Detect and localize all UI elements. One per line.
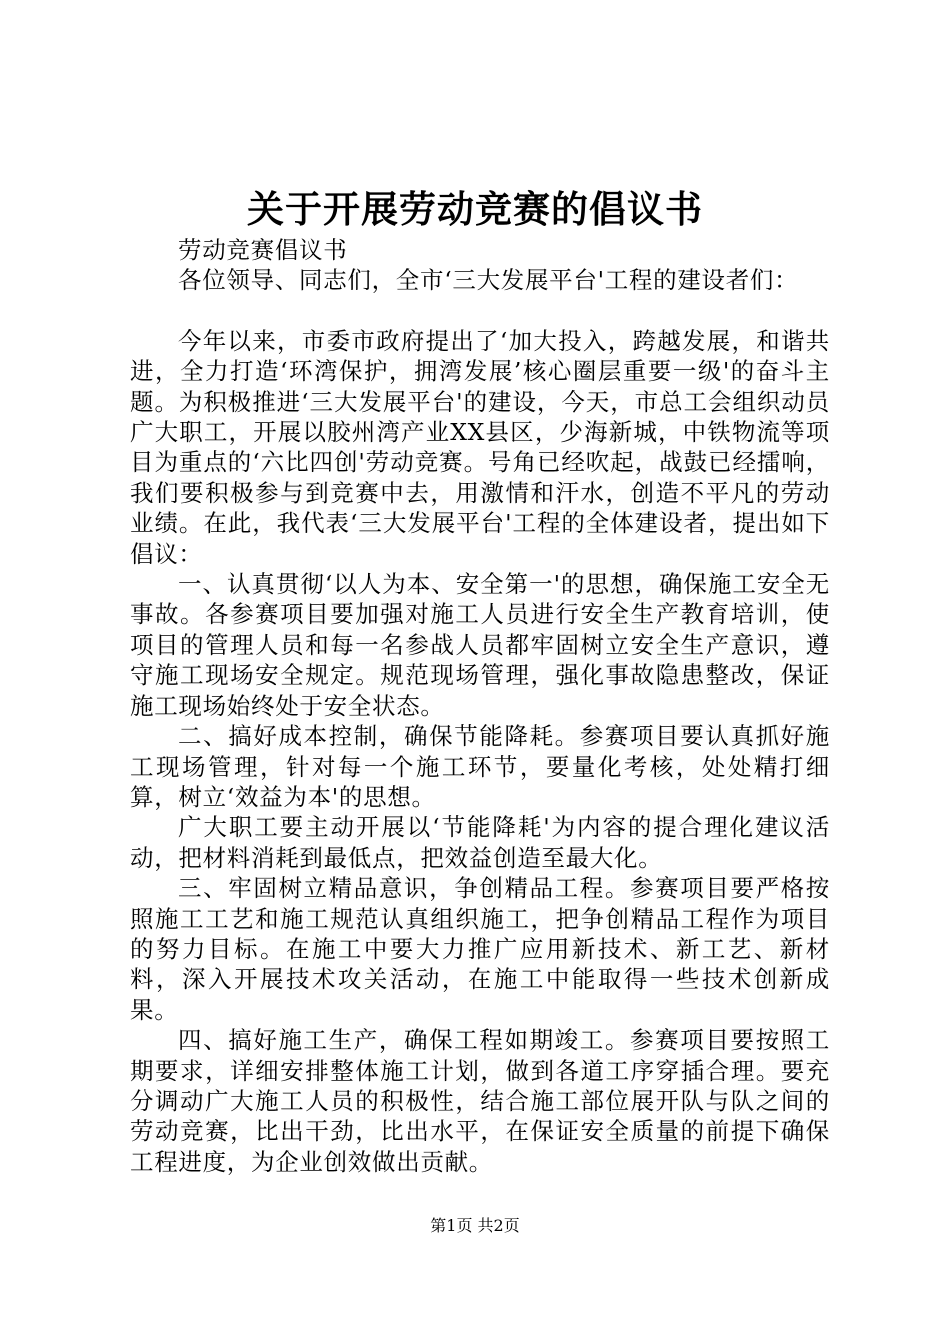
paragraph-energy-saving: 广大职工要主动开展以‘节能降耗'为内容的提合理化建议活动，把材料消耗到最低点，把效益创造至最大化。 [130,813,830,872]
document-title: 关于开展劳动竞赛的倡议书 [247,187,703,231]
paragraph-cost-control: 二、搞好成本控制，确保节能降耗。参赛项目要认真抓好施工现场管理，针对每一个施工环节，要量化考核，处处精打细算，树立‘效益为本'的思想。 [130,722,830,811]
paragraph-quality: 三、牢固树立精品意识，争创精品工程。参赛项目要严格按照施工工艺和施工规范认真组织施工，把争创精品工程作为项目的努力目标。在施工中要大力推广应用新技术、新工艺、新材料，深入开展技术攻关活动，在施工中能取得一些技术创新成果。 [130,874,830,1024]
document-body [130,235,830,1177]
salutation: 各位领导、同志们，全市‘三大发展平台'工程的建设者们： [178,266,799,295]
blank-line [130,296,830,326]
paragraph-intro: 今年以来，市委市政府提出了‘加大投入，跨越发展，和谐共进，全力打造‘环湾保护，拥湾发展’核心圈层重要一级'的奋斗主题。为积极推进‘三大发展平台'的建设，今天，市总工会组织动员广大职工，开展以胶州湾产业XX县区，少海新城，中铁物流等项目为重点的‘六比四创'劳动竞赛。号角已经吹起，战鼓已经擂响，我们要积极参与到竞赛中去，用激情和汗水，创造不平凡的劳动业绩。在此，我代表‘三大发展平台'工程的全体建设者，提出如下倡议： [130,326,830,568]
subtitle: 劳动竞赛倡议书 [178,236,348,264]
page-number: 第1页 共2页 [430,1216,520,1235]
paragraph-safety: 一、认真贯彻‘以人为本、安全第一'的思想，确保施工安全无事故。各参赛项目要加强对施工人员进行安全生产教育培训，使项目的管理人员和每一名参战人员都牢固树立安全生产意识，遵守施工现场安全规定。规范现场管理，强化事故隐患整改，保证施工现场始终处于安全状态。 [130,570,830,720]
paragraph-schedule: 四、搞好施工生产，确保工程如期竣工。参赛项目要按照工期要求，详细安排整体施工计划，做到各道工序穿插合理。要充分调动广大施工人员的积极性，结合施工部位展开队与队之间的劳动竞赛，比出干劲，比出水平，在保证安全质量的前提下确保工程进度，为企业创效做出贡献。 [130,1026,830,1176]
